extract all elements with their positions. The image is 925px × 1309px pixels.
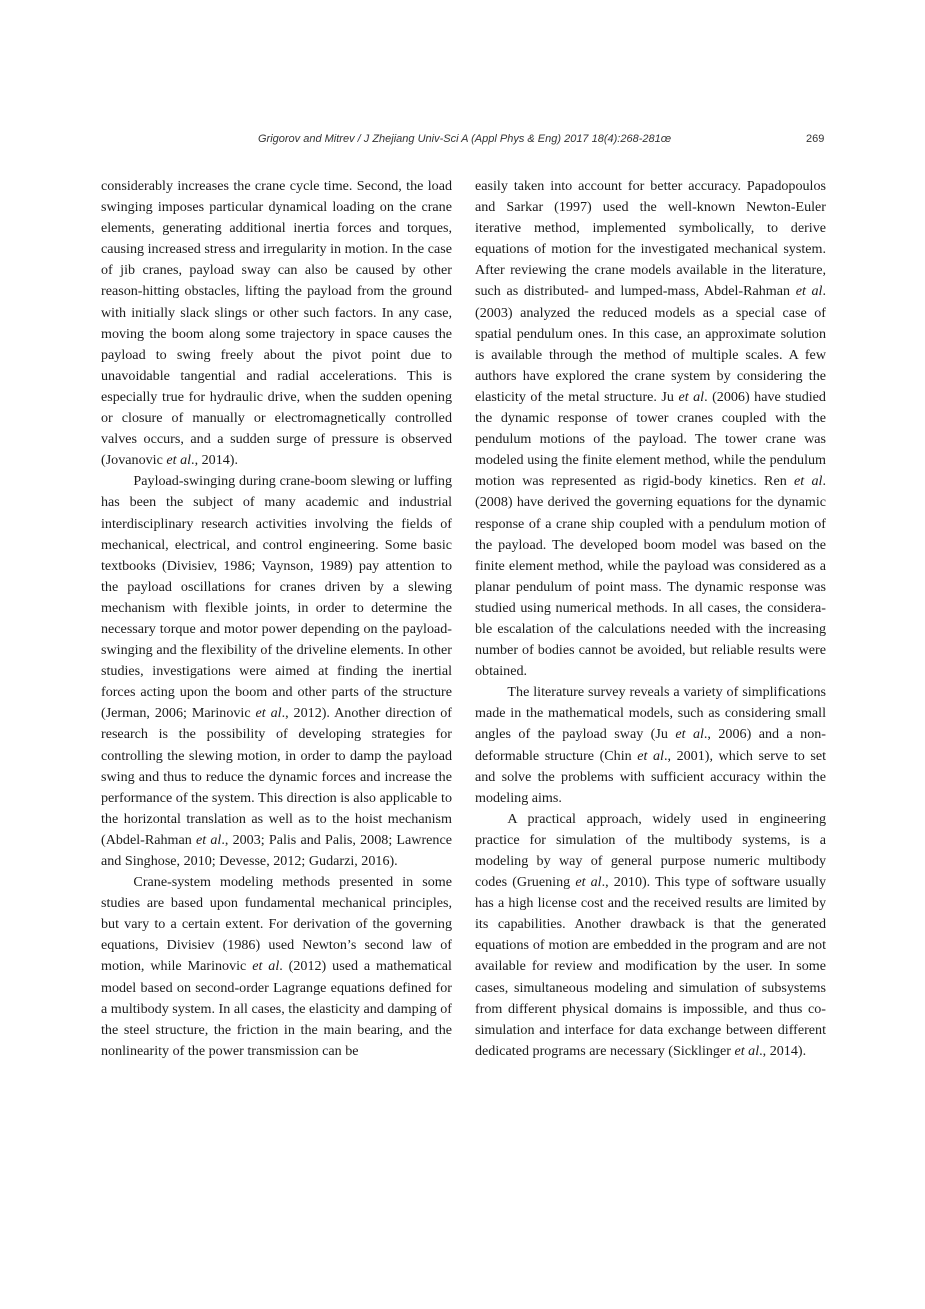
page-number: 269 (806, 133, 825, 145)
paragraph: considerably increases the crane cycle time. Second, the load swinging imposes particular dynamical loading on the crane elements, generating additional inertia forces and torques, causing increased stress and irregularity in motion. In the case of jib cranes, payload sway can also be caused by other reason-hitting obstacles, lifting the payload from the ground with initially slack slings or other such factors. In any case, moving the boom along some trajectory in space causes the payload to swing freely about the pivot point due to unavoidable tangential and radial accelerations. This is especially true for hydraulic drive, when the sudden opening or closure of manually or electromagnetically controlled valves occurs, and a sudden surge of pressure is observed (Jovanovic et al., 2014). (101, 178, 452, 469)
running-header (0, 133, 925, 149)
paragraph: The literature survey reveals a variety of simplifications made in the mathematical models, such as considering small angles of the payload sway (Ju et al., 2006) and a non-deformable structure (Chin et al., 2001), which serve to set and solve the problems with sufficient accuracy within the modeling aims. (475, 684, 826, 806)
paragraph: easily taken into account for better accuracy. Papadopoulos and Sarkar (1997) used the well-known Newton-Euler iterative method, implemented symbolically, to derive equations of motion for the investigated mechanical system. After reviewing the crane models available in the literature, such as distributed- and lumped-mass, Abdel-Rahman et al. (2003) analyzed the reduced models as a special case of spatial pendulum ones. In this case, an approximate solution is available through the method of multiple scales. A few authors have explored the crane system by considering the elasticity of the metal structure. Ju et al. (2006) have studied the dynamic response of tower cranes coupled with the pendulum motions of the payload. The tower crane was modeled using the finite element method, while the pendulum motion was represented as rigid-body kinetics. Ren et al. (2008) have derived the governing equations for the dynamic response of a crane ship coupled with a pendulum motion of the payload. The developed boom model was based on the finite element method, while the payload was considered as a planar pendulum of point mass. The dynamic response was studied using numerical methods. In all cases, the considerable escalation of the calculations needed with the increasing number of bodies cannot be avoided, but reliable results were obtained. (475, 178, 826, 680)
paragraph: A practical approach, widely used in engineering practice for simulation of the multibody systems, is a modeling by way of general purpose numeric multibody codes (Gruening et al., 2010). This type of software usually has a high license cost and the received results are limited by its capabilities. Another drawback is that the generated equations of motion are embedded in the program and are not available for review and modification by the user. In some cases, simultaneous modeling and simulation of subsystems from different physical domains is impossible, and thus co-simulation and interface for data exchange between different dedicated programs are necessary (Sicklinger et al., 2014). (475, 810, 826, 1059)
paragraph: Payload-swinging during crane-boom slewing or luffing has been the subject of many academic and industrial interdisciplinary research activities involving the fields of mechanical, electrical, and control engineering. Some basic textbooks (Divisiev, 1986; Vaynson, 1989) pay attention to the payload oscillations for cranes driven by a slewing mechanism with flexible joints, in order to determine the necessary torque and motor power depending on the payload-swinging and the flexibility of the driveline elements. In other studies, investigations were aimed at finding the inertial forces acting upon the boom and other parts of the structure (Jerman, 2006; Marinovic et al., 2012). Another direction of research is the possibility of developing strategies for controlling the slewing motion, in order to damp the payload swing and thus to reduce the dynamic forces and increase the performance of the system. This direction is also applicable to the horizontal translation as well as to the hoist mechanism (Abdel-Rahman et al., 2003; Palis and Palis, 2008; Lawrence and Singhose, 2010; Devesse, 2012; Gudarzi, 2016). (101, 473, 452, 869)
right-text-column (475, 176, 826, 1062)
left-text-column (101, 176, 452, 1062)
paragraph: Crane-system modeling methods presented in some studies are based upon fundamental mechanical principles, but vary to a certain extent. For derivation of the governing equations, Divisiev (1986) used Newton’s second law of motion, while Marinovic et al. (2012) used a mathematical model based on second-order Lagrange equations defined for a multibody system. In all cases, the elasticity and damping of the steel structure, the friction in the main bearing, and the nonlinearity of the power transmission can be (101, 874, 452, 1059)
journal-citation: Grigorov and Mitrev / J Zhejiang Univ-Sci A (Appl Phys & Eng) 2017 18(4):268-281œ (258, 133, 672, 145)
